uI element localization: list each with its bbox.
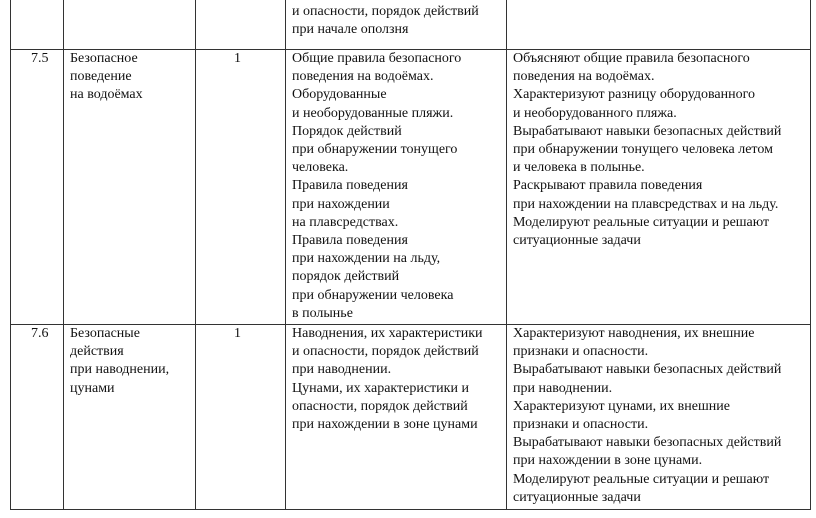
activity-line: Характеризуют цунами, их внешние [513,398,730,414]
table-row-continuation [11,0,811,50]
activity-line: Объясняют общие правила безопасного [513,51,750,66]
topic-line: цунами [70,380,115,396]
activity-line: при нахождении в зоне цунами. [513,453,703,469]
cell-hours [196,0,286,50]
content-line: при нахождении на льду, [292,251,441,267]
activity-line: и человека в полынье. [513,160,645,176]
content-line: и опасности, порядок действий [292,344,479,360]
content-line: Правила поведения [292,233,408,249]
content-line: Правила поведения [292,178,408,194]
activity-line: Моделируют реальные ситуации и решают [513,214,770,230]
hours-value: 1 [234,51,241,66]
activity-line: Вырабатывают навыки безопасных действий [513,362,782,378]
hours-value: 1 [234,326,241,341]
content-line: Оборудованные [292,87,387,103]
cell-hours [196,325,286,510]
cell-topic [64,50,196,325]
content-line: опасности, порядок действий [292,398,468,414]
row-number: 7.6 [31,326,49,341]
cell-content [286,0,507,50]
topic-line: действия [70,344,124,360]
activity-line: ситуационные задачи [513,489,641,505]
activity-line: ситуационные задачи [513,233,641,249]
cell-activity [507,325,811,510]
activity-line: признаки и опасности. [513,417,649,433]
curriculum-table [10,0,811,510]
activity-line: Вырабатывают навыки безопасных действий [513,123,782,139]
activity-line: Вырабатывают навыки безопасных действий [513,435,782,451]
content-line: при начале оползня [292,22,409,38]
content-line: Порядок действий [292,123,402,139]
topic-line: при наводнении, [70,362,170,378]
content-line: Цунами, их характеристики и [292,380,469,396]
cell-content [286,325,507,510]
content-line: Наводнения, их характеристики [292,326,483,341]
content-line: поведения на водоёмах. [292,69,434,85]
cell-activity [507,50,811,325]
activity-line: Раскрывают правила поведения [513,178,703,194]
cell-activity [507,0,811,50]
activity-line: Характеризуют разницу оборудованного [513,87,756,103]
content-line: на плавсредствах. [292,214,399,230]
table-row-7-5 [11,50,811,325]
content-line: порядок действий [292,269,400,285]
activity-line: и необорудованного пляжа. [513,105,677,121]
row-number: 7.5 [31,51,49,66]
cell-content [286,50,507,325]
content-line: и необорудованные пляжи. [292,105,454,121]
table-row-7-6 [11,325,811,510]
content-line: при наводнении. [292,362,392,378]
content-line: при обнаружении тонущего [292,142,458,158]
content-line: Общие правила безопасного [292,51,462,66]
content-line: при нахождении в зоне цунами [292,417,478,433]
cell-topic [64,0,196,50]
topic-line: Безопасные [70,326,140,341]
activity-line: при нахождении на плавсредствах и на льду. [513,196,779,212]
content-line: и опасности, порядок действий [292,4,479,19]
activity-line: при обнаружении тонущего человека летом [513,142,773,158]
content-line: при обнаружении человека [292,287,454,303]
activity-line: Моделируют реальные ситуации и решают [513,471,770,487]
activity-line: Характеризуют наводнения, их внешние [513,326,755,341]
topic-line: поведение [70,69,132,85]
cell-number [11,50,64,325]
cell-topic [64,325,196,510]
activity-line: при наводнении. [513,380,613,396]
content-line: при нахождении [292,196,390,212]
activity-line: признаки и опасности. [513,344,649,360]
topic-line: на водоёмах [70,87,143,103]
activity-line: поведения на водоёмах. [513,69,655,85]
cell-hours [196,50,286,325]
content-line: человека. [292,160,349,176]
content-line: в полынье [292,305,353,321]
cell-number [11,0,64,50]
cell-number [11,325,64,510]
topic-line: Безопасное [70,51,138,66]
